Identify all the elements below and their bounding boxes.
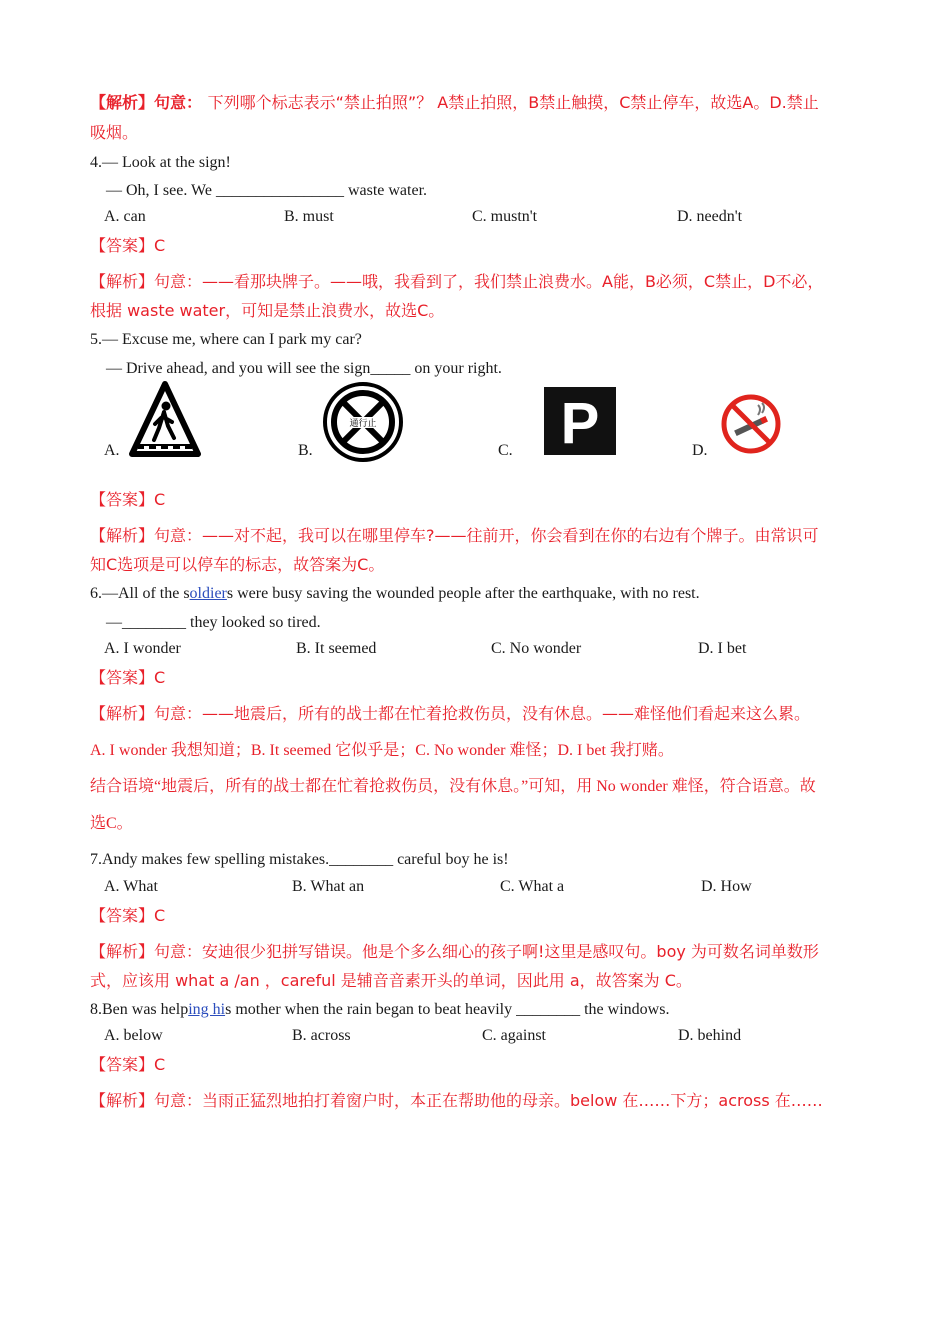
q8-option-b: B. across (292, 1027, 351, 1044)
q6-option-a: A. I wonder (104, 640, 181, 657)
no-passage-sign-text: 通行止 (349, 419, 377, 429)
q6-analysis-line4: 选C。 (90, 815, 133, 832)
analysis-text: 下列哪个标志表示“禁止拍照”？ A禁止拍照，B禁止触摸，C禁止停车，故选A。D.禁止 (207, 93, 819, 112)
q5-option-c-letter: C. (498, 442, 513, 459)
q7-analysis-line1: 【解析】句意：安迪很少犯拼写错误。他是个多么细心的孩子啊!这里是感叹句。boy 为可数名词单数形 (90, 942, 819, 961)
analysis-tag: 【解析】 (90, 93, 155, 112)
q5-option-d-letter: D. (692, 442, 708, 459)
q8-answer: 【答案】C (90, 1055, 166, 1074)
q4-analysis-line2: 根据 waste water，可知是禁止浪费水，故选C。 (90, 301, 445, 320)
q4-stem: 4.— Look at the sign! (90, 154, 231, 171)
q5-option-a-letter: A. (104, 442, 120, 459)
q8-option-a: A. below (104, 1027, 163, 1044)
q6-stem-reply: —________ they looked so tired. (106, 614, 321, 631)
analysis-lead: 句意： (154, 93, 203, 112)
no-smoking-sign-icon (720, 393, 782, 455)
parking-letter: P (560, 391, 600, 455)
q8-stem-post: s mother when the rain began to beat heavily ________ the windows. (225, 1001, 670, 1018)
parking-sign-icon (544, 387, 616, 455)
q6-hyperlink[interactable]: oldier (189, 585, 227, 602)
q6-analysis-line3: 结合语境“地震后，所有的战士都在忙着抢救伤员，没有休息。”可知，用 No wonder 难怪，符合语意。故 (90, 778, 816, 795)
q4-analysis-line1: 【解析】句意：——看那块牌子。——哦，我看到了，我们禁止浪费水。A能，B必须，C禁止，D不必， (90, 272, 824, 291)
q7-option-c: C. What a (500, 878, 565, 895)
q5-analysis-line1: 【解析】句意：——对不起，我可以在哪里停车?——往前开，你会看到在你的右边有个牌子。由常识可 (90, 526, 819, 545)
q6-option-c: C. No wonder (491, 640, 582, 657)
q5-answer: 【答案】C (90, 490, 166, 509)
q7-option-a: A. What (104, 878, 158, 895)
q7-option-b: B. What an (292, 878, 365, 895)
q5-stem: 5.— Excuse me, where can I park my car? (90, 331, 362, 348)
q4-option-c: C. mustn't (472, 208, 538, 225)
q3-analysis-line2: 吸烟。 (90, 123, 139, 142)
q5-option-b-letter: B. (298, 442, 313, 459)
q4-answer: 【答案】C (90, 236, 166, 255)
q6-option-b: B. It seemed (296, 640, 377, 657)
q6-stem (90, 583, 865, 605)
q4-option-a: A. can (104, 208, 146, 225)
q5-stem-reply: — Drive ahead, and you will see the sign_____ on your right. (106, 360, 502, 377)
q8-option-d: D. behind (678, 1027, 742, 1044)
q5-analysis-line2: 知C选项是可以停车的标志，故答案为C。 (90, 555, 385, 574)
no-passage-sign-icon (322, 381, 404, 463)
q7-stem: 7.Andy makes few spelling mistakes.________ careful boy he is! (90, 851, 509, 868)
pedestrian-crossing-sign-icon (128, 380, 202, 458)
q6-stem-pre: 6.—All of the s (90, 585, 190, 602)
q4-option-b: B. must (284, 208, 334, 225)
q8-stem-pre: 8.Ben was help (90, 1001, 189, 1018)
q4-option-d: D. needn't (677, 208, 743, 225)
q8-stem (90, 999, 865, 1021)
q6-analysis-line2: A. I wonder 我想知道；B. It seemed 它似乎是；C. No wonder 难怪；D. I bet 我打赌。 (90, 742, 674, 759)
q6-option-d: D. I bet (698, 640, 747, 657)
q7-answer: 【答案】C (90, 906, 166, 925)
q8-hyperlink[interactable]: ing hi (188, 1001, 226, 1018)
q7-option-d: D. How (701, 878, 752, 895)
q8-analysis-line1: 【解析】句意：当雨正猛烈地拍打着窗户时，本正在帮助他的母亲。below 在……下方；across 在…… (90, 1091, 823, 1110)
q6-stem-post: s were busy saving the wounded people after the earthquake, with no rest. (226, 585, 700, 602)
q7-analysis-line2: 式，应该用 what a /an ，careful 是辅音音素开头的单词，因此用 a，故答案为 C。 (90, 971, 692, 990)
q8-option-c: C. against (482, 1027, 546, 1044)
q4-stem-reply: — Oh, I see. We ________________ waste water. (106, 182, 428, 199)
q6-answer: 【答案】C (90, 668, 166, 687)
q3-analysis-line1 (90, 92, 865, 114)
q6-analysis-line1: 【解析】句意：——地震后，所有的战士都在忙着抢救伤员，没有休息。——难怪他们看起来这么累。 (90, 704, 811, 723)
